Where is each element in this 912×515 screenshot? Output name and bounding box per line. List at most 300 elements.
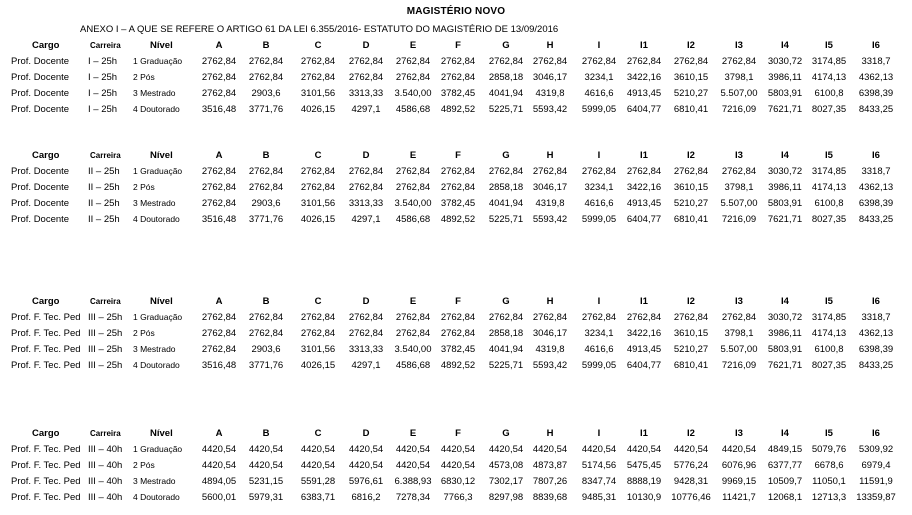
value-cell: 6100,8 — [814, 88, 844, 99]
carreira-cell: III – 40h — [88, 476, 123, 487]
value-cell: 4174,13 — [811, 182, 847, 193]
value-cell: 4362,13 — [858, 328, 894, 339]
value-cell: 2762,84 — [248, 312, 284, 323]
value-cell: 4297,1 — [351, 360, 381, 371]
header-col-i: I — [597, 150, 601, 161]
header-col-i1: I1 — [640, 428, 648, 439]
header-col-i: I — [597, 428, 601, 439]
value-cell: 2762,84 — [201, 166, 237, 177]
value-cell: 4041,94 — [488, 198, 524, 209]
value-cell: 6100,8 — [814, 198, 844, 209]
value-cell: 4913,45 — [626, 198, 662, 209]
value-cell: 2762,84 — [440, 72, 476, 83]
value-cell: 5593,42 — [532, 214, 568, 225]
value-cell: 2762,84 — [201, 328, 237, 339]
value-cell: 7278,34 — [395, 492, 431, 503]
header-col-i6: I6 — [872, 296, 880, 307]
header-col-i2: I2 — [687, 296, 695, 307]
header-cargo: Cargo — [32, 40, 60, 51]
nivel-cell: 4 Doutorado — [133, 214, 180, 224]
value-cell: 2762,84 — [532, 312, 568, 323]
header-col-e: E — [409, 40, 417, 51]
value-cell: 4420,54 — [395, 460, 431, 471]
value-cell: 6810,41 — [673, 214, 709, 225]
value-cell: 2762,84 — [201, 88, 237, 99]
value-cell: 4026,15 — [300, 104, 336, 115]
value-cell: 8027,35 — [811, 214, 847, 225]
header-cargo: Cargo — [32, 296, 60, 307]
value-cell: 2858,18 — [488, 72, 524, 83]
header-col-g: G — [502, 150, 510, 161]
carreira-cell: III – 40h — [88, 460, 123, 471]
value-cell: 10509,7 — [767, 476, 803, 487]
value-cell: 4420,54 — [440, 460, 476, 471]
value-cell: 4892,52 — [440, 214, 476, 225]
value-cell: 6678,6 — [814, 460, 844, 471]
carreira-cell: II – 25h — [88, 166, 120, 177]
value-cell: 8839,68 — [532, 492, 568, 503]
value-cell: 4420,54 — [721, 444, 757, 455]
header-col-i3: I3 — [735, 150, 743, 161]
cargo-cell: Prof. Docente — [11, 56, 70, 67]
value-cell: 4616,6 — [584, 88, 614, 99]
value-cell: 10130,9 — [626, 492, 662, 503]
header-col-i4: I4 — [781, 296, 789, 307]
value-cell: 2762,84 — [440, 312, 476, 323]
value-cell: 9428,31 — [673, 476, 709, 487]
header-col-i3: I3 — [735, 296, 743, 307]
carreira-cell: III – 25h — [88, 344, 123, 355]
value-cell: 6979,4 — [861, 460, 891, 471]
value-cell: 3174,85 — [811, 56, 847, 67]
value-cell: 2762,84 — [201, 56, 237, 67]
header-col-i2: I2 — [687, 40, 695, 51]
nivel-cell: 4 Doutorado — [133, 492, 180, 502]
cargo-cell: Prof. F. Tec. Ped — [11, 328, 81, 339]
table-row — [0, 104, 912, 120]
value-cell: 6076,96 — [721, 460, 757, 471]
value-cell: 9969,15 — [721, 476, 757, 487]
header-col-e: E — [409, 428, 417, 439]
value-cell: 10776,46 — [671, 492, 711, 503]
value-cell: 3986,11 — [768, 328, 802, 339]
value-cell: 2762,84 — [201, 344, 237, 355]
value-cell: 6404,77 — [626, 104, 662, 115]
value-cell: 5593,42 — [532, 360, 568, 371]
value-cell: 2762,84 — [348, 72, 384, 83]
header-col-a: A — [215, 40, 223, 51]
value-cell: 5591,28 — [300, 476, 336, 487]
table-row — [0, 476, 912, 492]
value-cell: 4026,15 — [300, 360, 336, 371]
value-cell: 6404,77 — [626, 360, 662, 371]
header-col-a: A — [215, 296, 223, 307]
header-col-g: G — [502, 40, 510, 51]
value-cell: 5225,71 — [488, 104, 524, 115]
cargo-cell: Prof. Docente — [11, 198, 70, 209]
value-cell: 7216,09 — [721, 360, 757, 371]
header-col-d: D — [362, 40, 370, 51]
value-cell: 6810,41 — [673, 360, 709, 371]
nivel-cell: 2 Pós — [133, 460, 155, 470]
nivel-cell: 3 Mestrado — [133, 198, 176, 208]
value-cell: 3771,76 — [248, 104, 284, 115]
header-col-f: F — [455, 428, 461, 439]
value-cell: 5999,05 — [581, 360, 617, 371]
header-col-e: E — [409, 296, 417, 307]
value-cell: 2762,84 — [440, 56, 476, 67]
value-cell: 2762,84 — [395, 56, 431, 67]
value-cell: 5210,27 — [673, 88, 709, 99]
value-cell: 7302,17 — [488, 476, 524, 487]
value-cell: 5803,91 — [767, 198, 803, 209]
value-cell: 3798,1 — [724, 328, 754, 339]
value-cell: 3101,56 — [300, 344, 336, 355]
value-cell: 6404,77 — [626, 214, 662, 225]
value-cell: 2762,84 — [248, 328, 284, 339]
value-cell: 2762,84 — [201, 182, 237, 193]
value-cell: 3782,45 — [440, 198, 476, 209]
value-cell: 6816,2 — [351, 492, 381, 503]
value-cell: 2762,84 — [532, 166, 568, 177]
header-col-c: C — [314, 296, 322, 307]
header-col-i4: I4 — [781, 40, 789, 51]
header-carreira: Carreira — [90, 297, 121, 306]
value-cell: 4616,6 — [584, 344, 614, 355]
value-cell: 2903,6 — [251, 198, 281, 209]
header-nivel: Nível — [150, 428, 173, 439]
header-col-i5: I5 — [825, 428, 833, 439]
cargo-cell: Prof. F. Tec. Ped — [11, 312, 81, 323]
header-col-i4: I4 — [781, 428, 789, 439]
value-cell: 8347,74 — [581, 476, 617, 487]
value-cell: 3782,45 — [440, 88, 476, 99]
salary-table-1 — [0, 40, 912, 120]
value-cell: 6810,41 — [673, 104, 709, 115]
value-cell: 6398,39 — [858, 344, 894, 355]
header-carreira: Carreira — [90, 429, 121, 438]
header-col-i6: I6 — [872, 428, 880, 439]
header-col-f: F — [455, 150, 461, 161]
table-row — [0, 444, 912, 460]
value-cell: 2762,84 — [626, 166, 662, 177]
value-cell: 5803,91 — [767, 88, 803, 99]
value-cell: 5079,76 — [811, 444, 847, 455]
header-carreira: Carreira — [90, 151, 121, 160]
value-cell: 2762,84 — [395, 328, 431, 339]
cargo-cell: Prof. F. Tec. Ped — [11, 460, 81, 471]
value-cell: 8297,98 — [488, 492, 524, 503]
value-cell: 5225,71 — [488, 214, 524, 225]
value-cell: 4420,54 — [440, 444, 476, 455]
value-cell: 3782,45 — [440, 344, 476, 355]
value-cell: 5999,05 — [581, 214, 617, 225]
table-row — [0, 88, 912, 104]
value-cell: 3101,56 — [300, 88, 336, 99]
carreira-cell: I – 25h — [88, 72, 118, 83]
value-cell: 3234,1 — [584, 328, 614, 339]
nivel-cell: 3 Mestrado — [133, 344, 176, 354]
value-cell: 3610,15 — [673, 328, 709, 339]
header-cargo: Cargo — [32, 150, 60, 161]
carreira-cell: I – 25h — [88, 88, 118, 99]
nivel-cell: 2 Pós — [133, 328, 155, 338]
header-col-i2: I2 — [687, 428, 695, 439]
header-col-b: B — [262, 40, 270, 51]
value-cell: 3422,16 — [626, 182, 662, 193]
cargo-cell: Prof. F. Tec. Ped — [11, 492, 81, 503]
table-row — [0, 360, 912, 376]
value-cell: 2762,84 — [348, 328, 384, 339]
value-cell: 3422,16 — [626, 328, 662, 339]
value-cell: 2903,6 — [251, 344, 281, 355]
value-cell: 5600,01 — [201, 492, 237, 503]
header-col-g: G — [502, 296, 510, 307]
nivel-cell: 1 Graduação — [133, 56, 183, 66]
header-col-i: I — [597, 40, 601, 51]
header-nivel: Nível — [150, 40, 173, 51]
value-cell: 7216,09 — [721, 104, 757, 115]
value-cell: 4849,15 — [767, 444, 803, 455]
value-cell: 3174,85 — [811, 166, 847, 177]
header-col-i2: I2 — [687, 150, 695, 161]
value-cell: 4913,45 — [626, 88, 662, 99]
value-cell: 3610,15 — [673, 182, 709, 193]
table-row — [0, 166, 912, 182]
value-cell: 3318,7 — [861, 166, 891, 177]
value-cell: 4420,54 — [532, 444, 568, 455]
carreira-cell: III – 40h — [88, 492, 123, 503]
cargo-cell: Prof. Docente — [11, 166, 70, 177]
value-cell: 2762,84 — [626, 56, 662, 67]
salary-table-2 — [0, 150, 912, 230]
value-cell: 2762,84 — [300, 56, 336, 67]
table-row — [0, 56, 912, 72]
value-cell: 2762,84 — [201, 312, 237, 323]
value-cell: 4420,54 — [348, 460, 384, 471]
header-col-h: H — [546, 150, 554, 161]
carreira-cell: I – 25h — [88, 104, 118, 115]
value-cell: 3422,16 — [626, 72, 662, 83]
value-cell: 2762,84 — [348, 312, 384, 323]
value-cell: 3516,48 — [201, 360, 237, 371]
header-col-i5: I5 — [825, 150, 833, 161]
value-cell: 3174,85 — [811, 312, 847, 323]
value-cell: 2762,84 — [201, 198, 237, 209]
table-row — [0, 214, 912, 230]
value-cell: 2858,18 — [488, 182, 524, 193]
value-cell: 3771,76 — [248, 360, 284, 371]
header-col-c: C — [314, 150, 322, 161]
value-cell: 4913,45 — [626, 344, 662, 355]
header-col-i4: I4 — [781, 150, 789, 161]
value-cell: 3101,56 — [300, 198, 336, 209]
salary-table-4 — [0, 428, 912, 508]
value-cell: 7621,71 — [767, 214, 803, 225]
header-col-i5: I5 — [825, 296, 833, 307]
nivel-cell: 4 Doutorado — [133, 104, 180, 114]
value-cell: 3313,33 — [348, 344, 384, 355]
header-col-a: A — [215, 428, 223, 439]
value-cell: 2762,84 — [440, 182, 476, 193]
value-cell: 11591,9 — [859, 476, 893, 487]
value-cell: 5210,27 — [673, 198, 709, 209]
value-cell: 2762,84 — [300, 328, 336, 339]
value-cell: 5776,24 — [673, 460, 709, 471]
value-cell: 11050,1 — [812, 476, 846, 487]
carreira-cell: III – 25h — [88, 312, 123, 323]
value-cell: 3313,33 — [348, 88, 384, 99]
value-cell: 4420,54 — [348, 444, 384, 455]
value-cell: 4319,8 — [535, 198, 565, 209]
value-cell: 6830,12 — [440, 476, 476, 487]
carreira-cell: I – 25h — [88, 56, 118, 67]
value-cell: 2762,84 — [626, 312, 662, 323]
value-cell: 2762,84 — [532, 56, 568, 67]
header-col-i3: I3 — [735, 428, 743, 439]
value-cell: 2903,6 — [251, 88, 281, 99]
value-cell: 3234,1 — [584, 182, 614, 193]
nivel-cell: 3 Mestrado — [133, 88, 176, 98]
header-col-b: B — [262, 150, 270, 161]
value-cell: 4041,94 — [488, 344, 524, 355]
header-col-i: I — [597, 296, 601, 307]
value-cell: 3030,72 — [767, 56, 803, 67]
value-cell: 4420,54 — [626, 444, 662, 455]
value-cell: 2762,84 — [248, 72, 284, 83]
header-col-i3: I3 — [735, 40, 743, 51]
value-cell: 2762,84 — [440, 166, 476, 177]
value-cell: 3771,76 — [248, 214, 284, 225]
document-subtitle: ANEXO I – A QUE SE REFERE O ARTIGO 61 DA LEI 6.355/2016- ESTATUTO DO MAGISTÉRIO DE 13/09/2016 — [80, 24, 559, 35]
document-title: MAGISTÉRIO NOVO — [406, 6, 506, 17]
table-row — [0, 460, 912, 476]
value-cell: 5803,91 — [767, 344, 803, 355]
value-cell: 8433,25 — [858, 104, 894, 115]
cargo-cell: Prof. F. Tec. Ped — [11, 476, 81, 487]
cargo-cell: Prof. Docente — [11, 104, 70, 115]
value-cell: 3986,11 — [768, 72, 802, 83]
value-cell: 2762,84 — [721, 56, 757, 67]
table-header-row — [0, 296, 912, 312]
header-col-i6: I6 — [872, 150, 880, 161]
value-cell: 4586,68 — [395, 360, 431, 371]
value-cell: 3318,7 — [861, 312, 891, 323]
header-col-f: F — [455, 40, 461, 51]
value-cell: 4026,15 — [300, 214, 336, 225]
value-cell: 4174,13 — [811, 328, 847, 339]
value-cell: 3610,15 — [673, 72, 709, 83]
value-cell: 5593,42 — [532, 104, 568, 115]
value-cell: 2762,84 — [488, 312, 524, 323]
header-col-i1: I1 — [640, 150, 648, 161]
table-header-row — [0, 428, 912, 444]
value-cell: 2762,84 — [248, 166, 284, 177]
value-cell: 8027,35 — [811, 360, 847, 371]
value-cell: 6100,8 — [814, 344, 844, 355]
value-cell: 2762,84 — [673, 312, 709, 323]
nivel-cell: 1 Graduação — [133, 312, 183, 322]
value-cell: 4616,6 — [584, 198, 614, 209]
table-row — [0, 328, 912, 344]
value-cell: 9485,31 — [581, 492, 617, 503]
value-cell: 4586,68 — [395, 214, 431, 225]
value-cell: 4420,54 — [300, 444, 336, 455]
value-cell: 4174,13 — [811, 72, 847, 83]
header-col-b: B — [262, 296, 270, 307]
value-cell: 4041,94 — [488, 88, 524, 99]
value-cell: 11421,7 — [722, 492, 756, 503]
value-cell: 2762,84 — [348, 182, 384, 193]
value-cell: 6398,39 — [858, 198, 894, 209]
header-col-h: H — [546, 428, 554, 439]
value-cell: 4873,87 — [532, 460, 568, 471]
value-cell: 3046,17 — [532, 72, 568, 83]
value-cell: 5210,27 — [673, 344, 709, 355]
nivel-cell: 4 Doutorado — [133, 360, 180, 370]
value-cell: 3.540,00 — [394, 198, 432, 209]
value-cell: 2858,18 — [488, 328, 524, 339]
value-cell: 5231,15 — [248, 476, 284, 487]
value-cell: 2762,84 — [673, 166, 709, 177]
value-cell: 8433,25 — [858, 214, 894, 225]
value-cell: 4420,54 — [201, 460, 237, 471]
salary-table-3 — [0, 296, 912, 376]
value-cell: 3986,11 — [768, 182, 802, 193]
value-cell: 2762,84 — [395, 72, 431, 83]
value-cell: 6398,39 — [858, 88, 894, 99]
header-col-i1: I1 — [640, 296, 648, 307]
value-cell: 2762,84 — [248, 56, 284, 67]
value-cell: 4420,54 — [201, 444, 237, 455]
value-cell: 4573,08 — [488, 460, 524, 471]
header-col-i6: I6 — [872, 40, 880, 51]
value-cell: 6.388,93 — [394, 476, 432, 487]
value-cell: 4420,54 — [673, 444, 709, 455]
header-carreira: Carreira — [90, 41, 121, 50]
header-col-a: A — [215, 150, 223, 161]
value-cell: 2762,84 — [488, 56, 524, 67]
value-cell: 4892,52 — [440, 104, 476, 115]
value-cell: 4319,8 — [535, 344, 565, 355]
header-nivel: Nível — [150, 150, 173, 161]
value-cell: 2762,84 — [395, 312, 431, 323]
table-row — [0, 72, 912, 88]
value-cell: 4297,1 — [351, 214, 381, 225]
header-col-c: C — [314, 40, 322, 51]
value-cell: 6377,77 — [767, 460, 803, 471]
value-cell: 7621,71 — [767, 104, 803, 115]
value-cell: 5475,45 — [626, 460, 662, 471]
value-cell: 8027,35 — [811, 104, 847, 115]
value-cell: 2762,84 — [300, 312, 336, 323]
nivel-cell: 2 Pós — [133, 72, 155, 82]
value-cell: 4420,54 — [581, 444, 617, 455]
value-cell: 3516,48 — [201, 104, 237, 115]
value-cell: 3030,72 — [767, 312, 803, 323]
header-col-e: E — [409, 150, 417, 161]
value-cell: 4420,54 — [248, 444, 284, 455]
nivel-cell: 1 Graduação — [133, 444, 183, 454]
value-cell: 2762,84 — [248, 182, 284, 193]
value-cell: 2762,84 — [721, 312, 757, 323]
value-cell: 4297,1 — [351, 104, 381, 115]
nivel-cell: 2 Pós — [133, 182, 155, 192]
value-cell: 2762,84 — [300, 166, 336, 177]
cargo-cell: Prof. Docente — [11, 214, 70, 225]
value-cell: 2762,84 — [300, 72, 336, 83]
header-col-d: D — [362, 428, 370, 439]
